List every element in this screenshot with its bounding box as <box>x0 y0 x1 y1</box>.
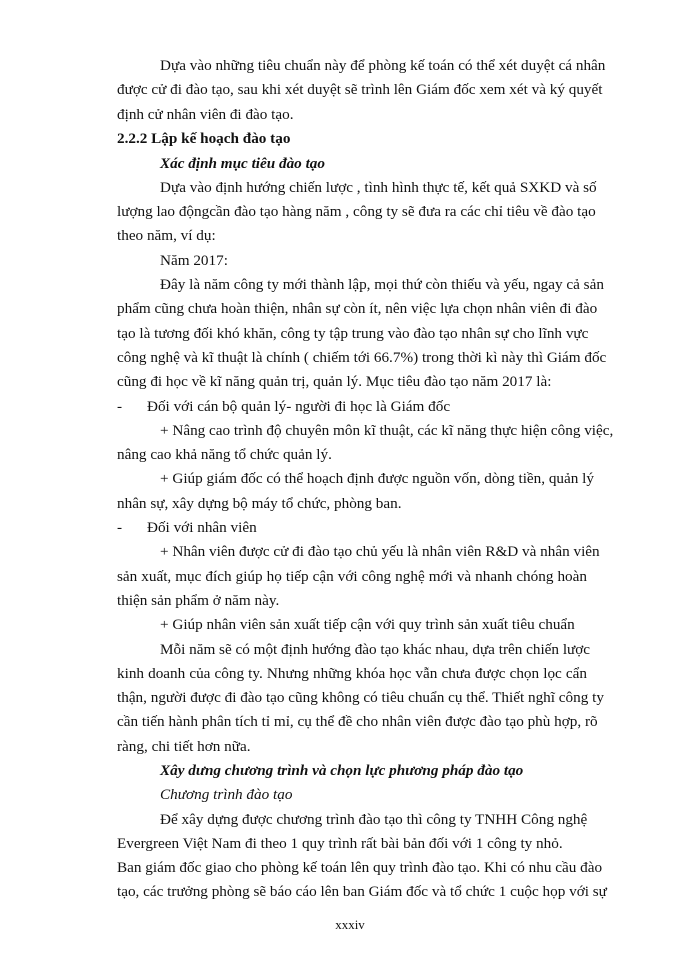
paragraph-line: ràng, chi tiết hơn nữa. <box>117 738 251 755</box>
section-heading: 2.2.2 Lập kế hoạch đào tạo <box>117 130 291 147</box>
paragraph-line: được cử đi đào tạo, sau khi xét duyệt sẽ trình lên Giám đốc xem xét và ký quyết <box>117 81 603 98</box>
paragraph-line: Để xây dựng được chương trình đào tạo thì công ty TNHH Công nghệ <box>160 811 588 828</box>
paragraph-line: Năm 2017: <box>160 252 228 269</box>
subsection-heading: Xác định mục tiêu đào tạo <box>160 155 325 172</box>
paragraph-line: lượng lao độngcần đào tạo hàng năm , công ty sẽ đưa ra các chỉ tiêu về đào tạo <box>117 203 596 220</box>
list-item: Đối với cán bộ quản lý- người đi học là Giám đốc <box>147 398 451 415</box>
paragraph-line: + Nhân viên được cử đi đào tạo chủ yếu là nhân viên R&D và nhân viên <box>160 543 600 560</box>
subsection-subheading: Chương trình đào tạo <box>160 786 293 803</box>
paragraph-line: tạo là tương đối khó khăn, công ty tập trung vào đào tạo nhân sự cho lĩnh vực <box>117 325 589 342</box>
page-number: xxxiv <box>335 917 365 932</box>
paragraph-line: Dựa vào những tiêu chuẩn này để phòng kế toán có thể xét duyệt cá nhân <box>160 57 606 74</box>
paragraph-line: Dựa vào định hướng chiến lược , tình hình thực tế, kết quả SXKD và số <box>160 179 597 196</box>
subsection-heading: Xây dưng chương trình và chọn lực phương pháp đào tạo <box>160 762 524 779</box>
list-bullet-dash: - <box>117 519 123 536</box>
paragraph-line: thiện sản phẩm ở năm này. <box>117 592 280 609</box>
list-item: Đối với nhân viên <box>147 519 257 536</box>
paragraph-line: cũng đi học về kĩ năng quản trị, quản lý. Mục tiêu đào tạo năm 2017 là: <box>117 373 552 390</box>
paragraph-line: Mỗi năm sẽ có một định hướng đào tạo khác nhau, dựa trên chiến lược <box>160 641 591 658</box>
paragraph-line: Evergreen Việt Nam đi theo 1 quy trình rất bài bản đối với 1 công ty nhỏ. <box>117 835 563 852</box>
paragraph-line: cần tiến hành phân tích tỉ mỉ, cụ thể đề cho nhân viên được đào tạo phù hợp, rõ <box>117 713 598 730</box>
paragraph-line: + Nâng cao trình độ chuyên môn kĩ thuật, các kĩ năng thực hiện công việc, <box>160 422 614 439</box>
paragraph-line: Ban giám đốc giao cho phòng kế toán lên quy trình đào tạo. Khi có nhu cầu đào <box>117 859 603 876</box>
paragraph-line: nâng cao khả năng tổ chức quản lý. <box>117 446 332 463</box>
paragraph-line: công nghệ và kĩ thuật là chính ( chiếm tới 66.7%) trong thời kì này thì Giám đốc <box>117 349 607 366</box>
paragraph-line: theo năm, ví dụ: <box>117 227 216 244</box>
paragraph-line: Đây là năm công ty mới thành lập, mọi thứ còn thiếu và yếu, ngay cả sản <box>160 276 604 293</box>
paragraph-line: + Giúp nhân viên sản xuất tiếp cận với quy trình sản xuất tiêu chuẩn <box>160 616 575 633</box>
paragraph-line: kinh doanh của công ty. Nhưng những khóa học vẫn chưa được chọn lọc cẩn <box>117 665 587 682</box>
paragraph-line: định cử nhân viên đi đào tạo. <box>117 106 294 123</box>
paragraph-line: phẩm cũng chưa hoàn thiện, nhân sự còn ít, nên việc lựa chọn nhân viên đi đào <box>117 300 598 317</box>
paragraph-line: tạo, các trưởng phòng sẽ báo cáo lên ban Giám đốc và tổ chức 1 cuộc họp với sự <box>117 883 607 900</box>
paragraph-line: nhân sự, xây dựng bộ máy tổ chức, phòng ban. <box>117 495 402 512</box>
paragraph-line: sản xuất, mục đích giúp họ tiếp cận với công nghệ mới và nhanh chóng hoàn <box>117 568 587 585</box>
list-bullet-dash: - <box>117 398 123 415</box>
paragraph-line: thận, người được đi đào tạo cũng không có tiêu chuẩn cụ thể. Thiết nghĩ công ty <box>117 689 604 706</box>
paragraph-line: + Giúp giám đốc có thể hoạch định được nguồn vốn, dòng tiền, quản lý <box>160 470 594 487</box>
